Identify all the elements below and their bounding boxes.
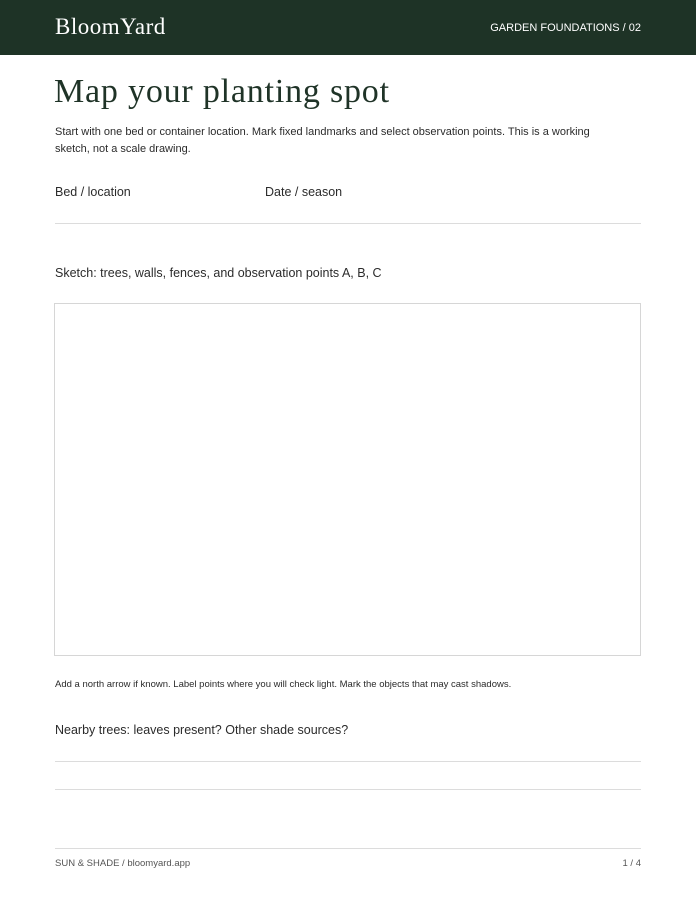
sketch-hint: Add a north arrow if known. Label points where you will check light. Mark the objects that may cast shadows. [55, 679, 512, 690]
sketch-area[interactable] [54, 303, 641, 656]
page-title: Map your planting spot [54, 73, 390, 110]
location-field-label: Bed / location [55, 185, 131, 199]
footer-divider [55, 848, 641, 849]
date-field-label: Date / season [265, 185, 343, 199]
location-date-write-line[interactable] [55, 223, 641, 224]
sketch-label: Sketch: trees, walls, fences, and observation points A, B, C [55, 266, 382, 280]
page-number: 1 / 4 [622, 858, 641, 869]
footer-source: SUN & SHADE / bloomyard.app [55, 858, 191, 869]
intro-text: Start with one bed or container location. Mark fixed landmarks and select observation points. This is a working sketch, not a scale drawing. [55, 126, 590, 155]
breadcrumb: GARDEN FOUNDATIONS / 02 [490, 22, 641, 34]
shade-sources-label: Nearby trees: leaves present? Other shade sources? [55, 723, 349, 737]
top-bar [0, 0, 696, 55]
shade-write-line-2[interactable] [55, 789, 641, 790]
brand-logo[interactable]: BloomYard [55, 14, 166, 39]
shade-write-line-1[interactable] [55, 761, 641, 762]
